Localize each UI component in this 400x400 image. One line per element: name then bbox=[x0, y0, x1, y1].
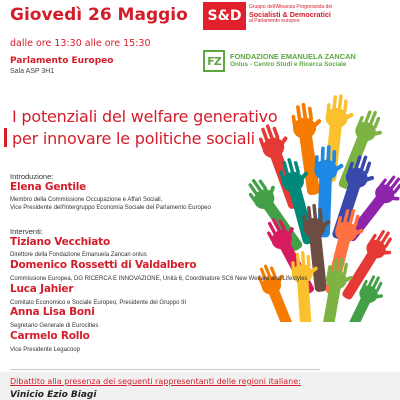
footer-divider bbox=[10, 369, 320, 370]
intro-speaker-role: Membro della Commissione Occupazione e Affari Sociali, bbox=[10, 197, 163, 203]
speaker-name: Domenico Rossetti di Valdalbero bbox=[10, 259, 197, 271]
speaker-role: Commissione Europea, DG RICERCA E INNOVAZIONE, Unità 6, Coordinatore SC6 New Welfare and Lifestyles bbox=[10, 276, 308, 282]
intro-speaker-name: Elena Gentile bbox=[10, 181, 87, 193]
speaker-role: Comitato Economico e Sociale Europeo, Presidente del Gruppo III bbox=[10, 300, 187, 306]
event-place: Parlamento Europeo bbox=[10, 56, 114, 66]
zancan-text bbox=[230, 52, 356, 69]
page-title bbox=[12, 106, 277, 150]
sd-group-line3: al Parlamento europeo bbox=[249, 18, 300, 25]
zancan-line1: FONDAZIONE EMANUELA ZANCAN bbox=[230, 52, 356, 61]
zancan-line2: Onlus - Centro Studi e Ricerca Sociale bbox=[230, 61, 347, 69]
title-accent-bar bbox=[4, 128, 7, 147]
title-line-2: per innovare le politiche sociali bbox=[12, 129, 255, 148]
speaker-role: Segretario Generale di Eurocities bbox=[10, 323, 99, 329]
speaker-role: Vice Presidente Legacoop bbox=[10, 347, 80, 353]
debate-heading: Dibattito alla presenza dei seguenti rappresentanti delle regioni italiane: bbox=[10, 377, 301, 386]
interventions-label: Interventi: bbox=[10, 227, 43, 236]
intro-label: Introduzione: bbox=[10, 172, 54, 181]
title-line-1: I potenziali del welfare generativo bbox=[12, 107, 278, 126]
speaker-name: Carmelo Rollo bbox=[10, 330, 90, 342]
zancan-logo: FZ bbox=[203, 50, 225, 72]
speaker-name: Anna Lisa Boni bbox=[10, 306, 95, 318]
sd-logo: S&D bbox=[203, 2, 246, 30]
speaker-name: Tiziano Vecchiato bbox=[10, 236, 111, 248]
event-date: Giovedì 26 Maggio bbox=[10, 5, 188, 25]
event-room: Sala ASP 3H1 bbox=[10, 68, 55, 75]
speaker-name: Luca Jahier bbox=[10, 283, 74, 295]
raised-hands-illustration bbox=[242, 86, 400, 322]
regional-representative-name: Vinicio Ezio Biagi bbox=[10, 390, 97, 400]
event-time: dalle ore 13:30 alle ore 15:30 bbox=[10, 38, 151, 49]
sd-group-line1: Gruppo dell'Alleanza Progressista dei bbox=[249, 4, 333, 10]
intro-speaker-role: Vice Presidente dell'Intergruppo Economia Sociale del Parlamento Europeo bbox=[10, 205, 211, 211]
sd-group-text bbox=[249, 5, 394, 25]
speaker-role: Direttore della Fondazione Emanuela Zancan onlus bbox=[10, 252, 147, 258]
sd-group-line2: Socialisti & Democratici bbox=[249, 9, 331, 19]
